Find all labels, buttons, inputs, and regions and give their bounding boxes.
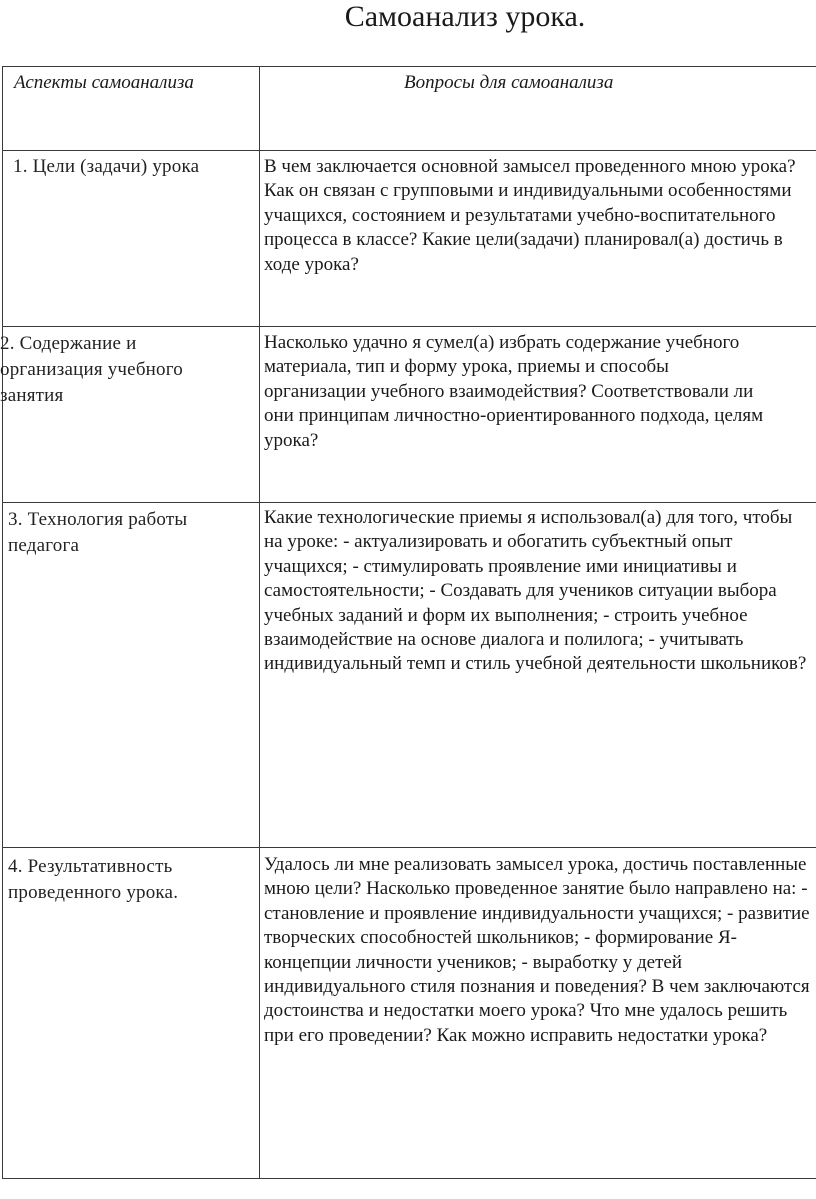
row-divider-1 xyxy=(2,150,816,151)
header-aspects: Аспекты самоанализа xyxy=(14,72,194,93)
header-questions: Вопросы для самоанализа xyxy=(404,72,614,93)
table-border-top xyxy=(2,66,816,67)
question-lesson-results: Удалось ли мне реализовать замысел урока, достичь поставленные мною цели? Насколько проведенное занятие было направлено на: - становление и проявление индивидуальности учащихся; - развитие творческих способностей школьников; - формирование Я-концепции личности учеников; - выработку у детей индивидуального стиля познания и поведения? В чем заключаются достоинства и недостатки моего урока? Что мне удалось решить при его проведении? Как можно исправить недостатки урока? xyxy=(264,854,810,1046)
table-border-left xyxy=(2,66,3,1179)
row-divider-3 xyxy=(2,502,816,503)
column-divider xyxy=(259,66,260,1179)
aspect-content-organization: 2. Содержание и организация учебного занятия xyxy=(0,333,183,406)
page-title: Самоанализ урока. xyxy=(344,0,586,33)
question-content-organization: Насколько удачно я сумел(а) избрать содержание учебного материала, тип и форму урока, приемы и способы организации учебного взаимодействия? Соответствовали ли они принципам личностно-ориентированного подхода, целям урока? xyxy=(264,332,764,451)
row-divider-4 xyxy=(2,847,816,848)
aspect-teacher-technology: 3. Технология работы педагога xyxy=(8,509,188,556)
aspect-lesson-results: 4. Результативность проведенного урока. xyxy=(8,856,179,903)
table-border-bottom xyxy=(2,1178,816,1179)
aspect-goals: 1. Цели (задачи) урока xyxy=(13,156,200,177)
row-divider-2 xyxy=(2,326,816,327)
question-teacher-technology: Какие технологические приемы я использовал(а) для того, чтобы на уроке: - актуализировать и обогатить субъектный опыт учащихся; - стимулировать проявление ими инициативы и самостоятельности; - Создавать для учеников ситуации выбора учебных заданий и форм их выполнения; - строить учебное взаимодействие на основе диалога и полилога; - учитывать индивидуальный темп и стиль учебной деятельности школьников? xyxy=(264,507,807,675)
question-goals: В чем заключается основной замысел проведенного мною урока? Как он связан с групповыми и индивидуальными особенностями учащихся, состоянием и результатами учебно-воспитательного процесса в классе? Какие цели(задачи) планировал(а) достичь в ходе урока? xyxy=(264,156,796,275)
